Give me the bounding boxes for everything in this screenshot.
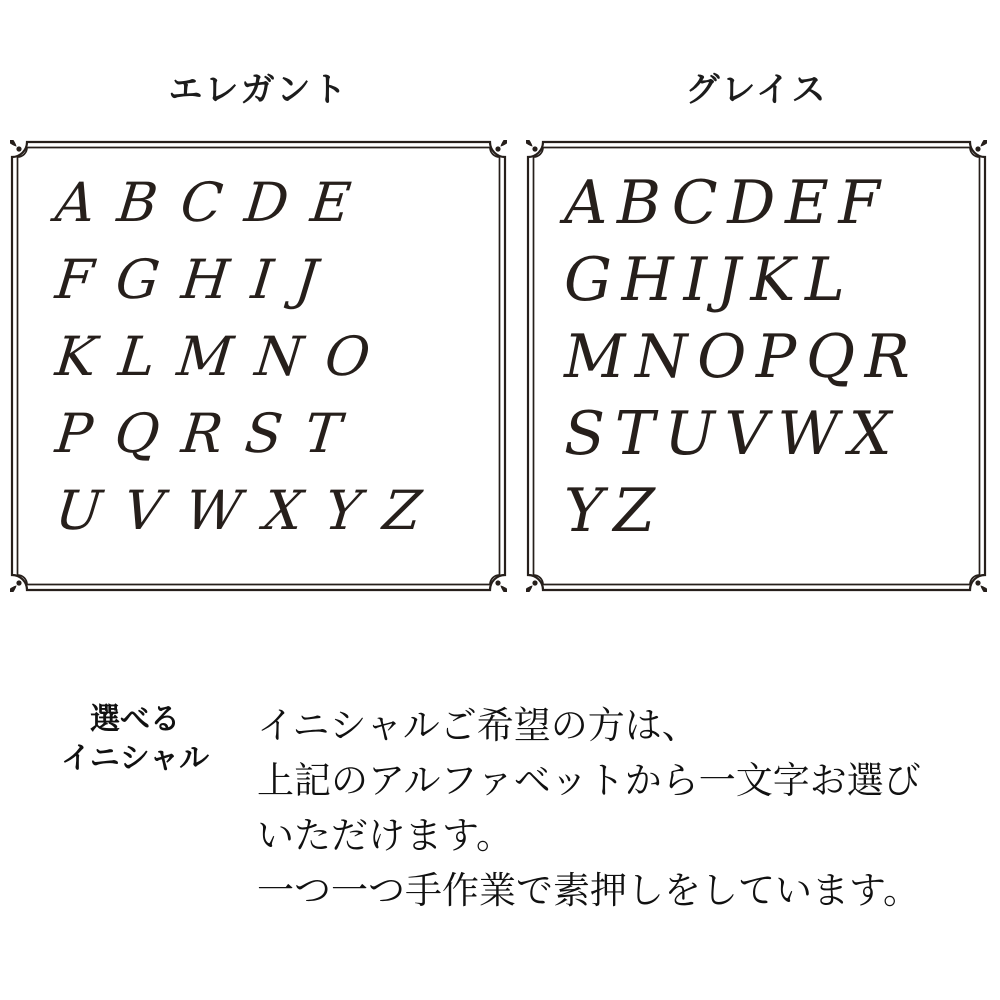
alphabet-row: KLMNO [52, 325, 396, 388]
alphabet-row: MNOPQR [564, 321, 920, 392]
initials-description [257, 698, 977, 918]
elegant-alphabet [10, 140, 507, 592]
description-line: 一つ一つ手作業で素押しをしています。 [257, 870, 921, 911]
alphabet-row: UVWXYZ [52, 479, 448, 542]
alphabet-row: PQRST [52, 402, 367, 465]
alphabet-row: GHIJKL [564, 244, 855, 315]
grace-alphabet-box [526, 140, 987, 592]
alphabet-row: STUVWX [564, 398, 902, 469]
alphabet-row: YZ [564, 475, 665, 546]
alphabet-row: FGHIJ [52, 248, 344, 311]
right-panel-title: グレイス [685, 71, 828, 109]
description-line: いただけます。 [257, 815, 514, 856]
initials-label-line2: イニシャル [60, 742, 210, 775]
description-line: イニシャルご希望の方は、 [257, 705, 699, 746]
initials-label-line1: 選べる [90, 703, 180, 736]
alphabet-row: ABCDEF [564, 167, 890, 238]
left-panel-title: エレガント [168, 71, 349, 109]
grace-alphabet [526, 140, 987, 592]
alphabet-row: ABCDE [52, 171, 377, 234]
initials-label [52, 700, 218, 778]
elegant-alphabet-box [10, 140, 507, 592]
description-line: 上記のアルファベットから一文字お選び [257, 760, 921, 801]
